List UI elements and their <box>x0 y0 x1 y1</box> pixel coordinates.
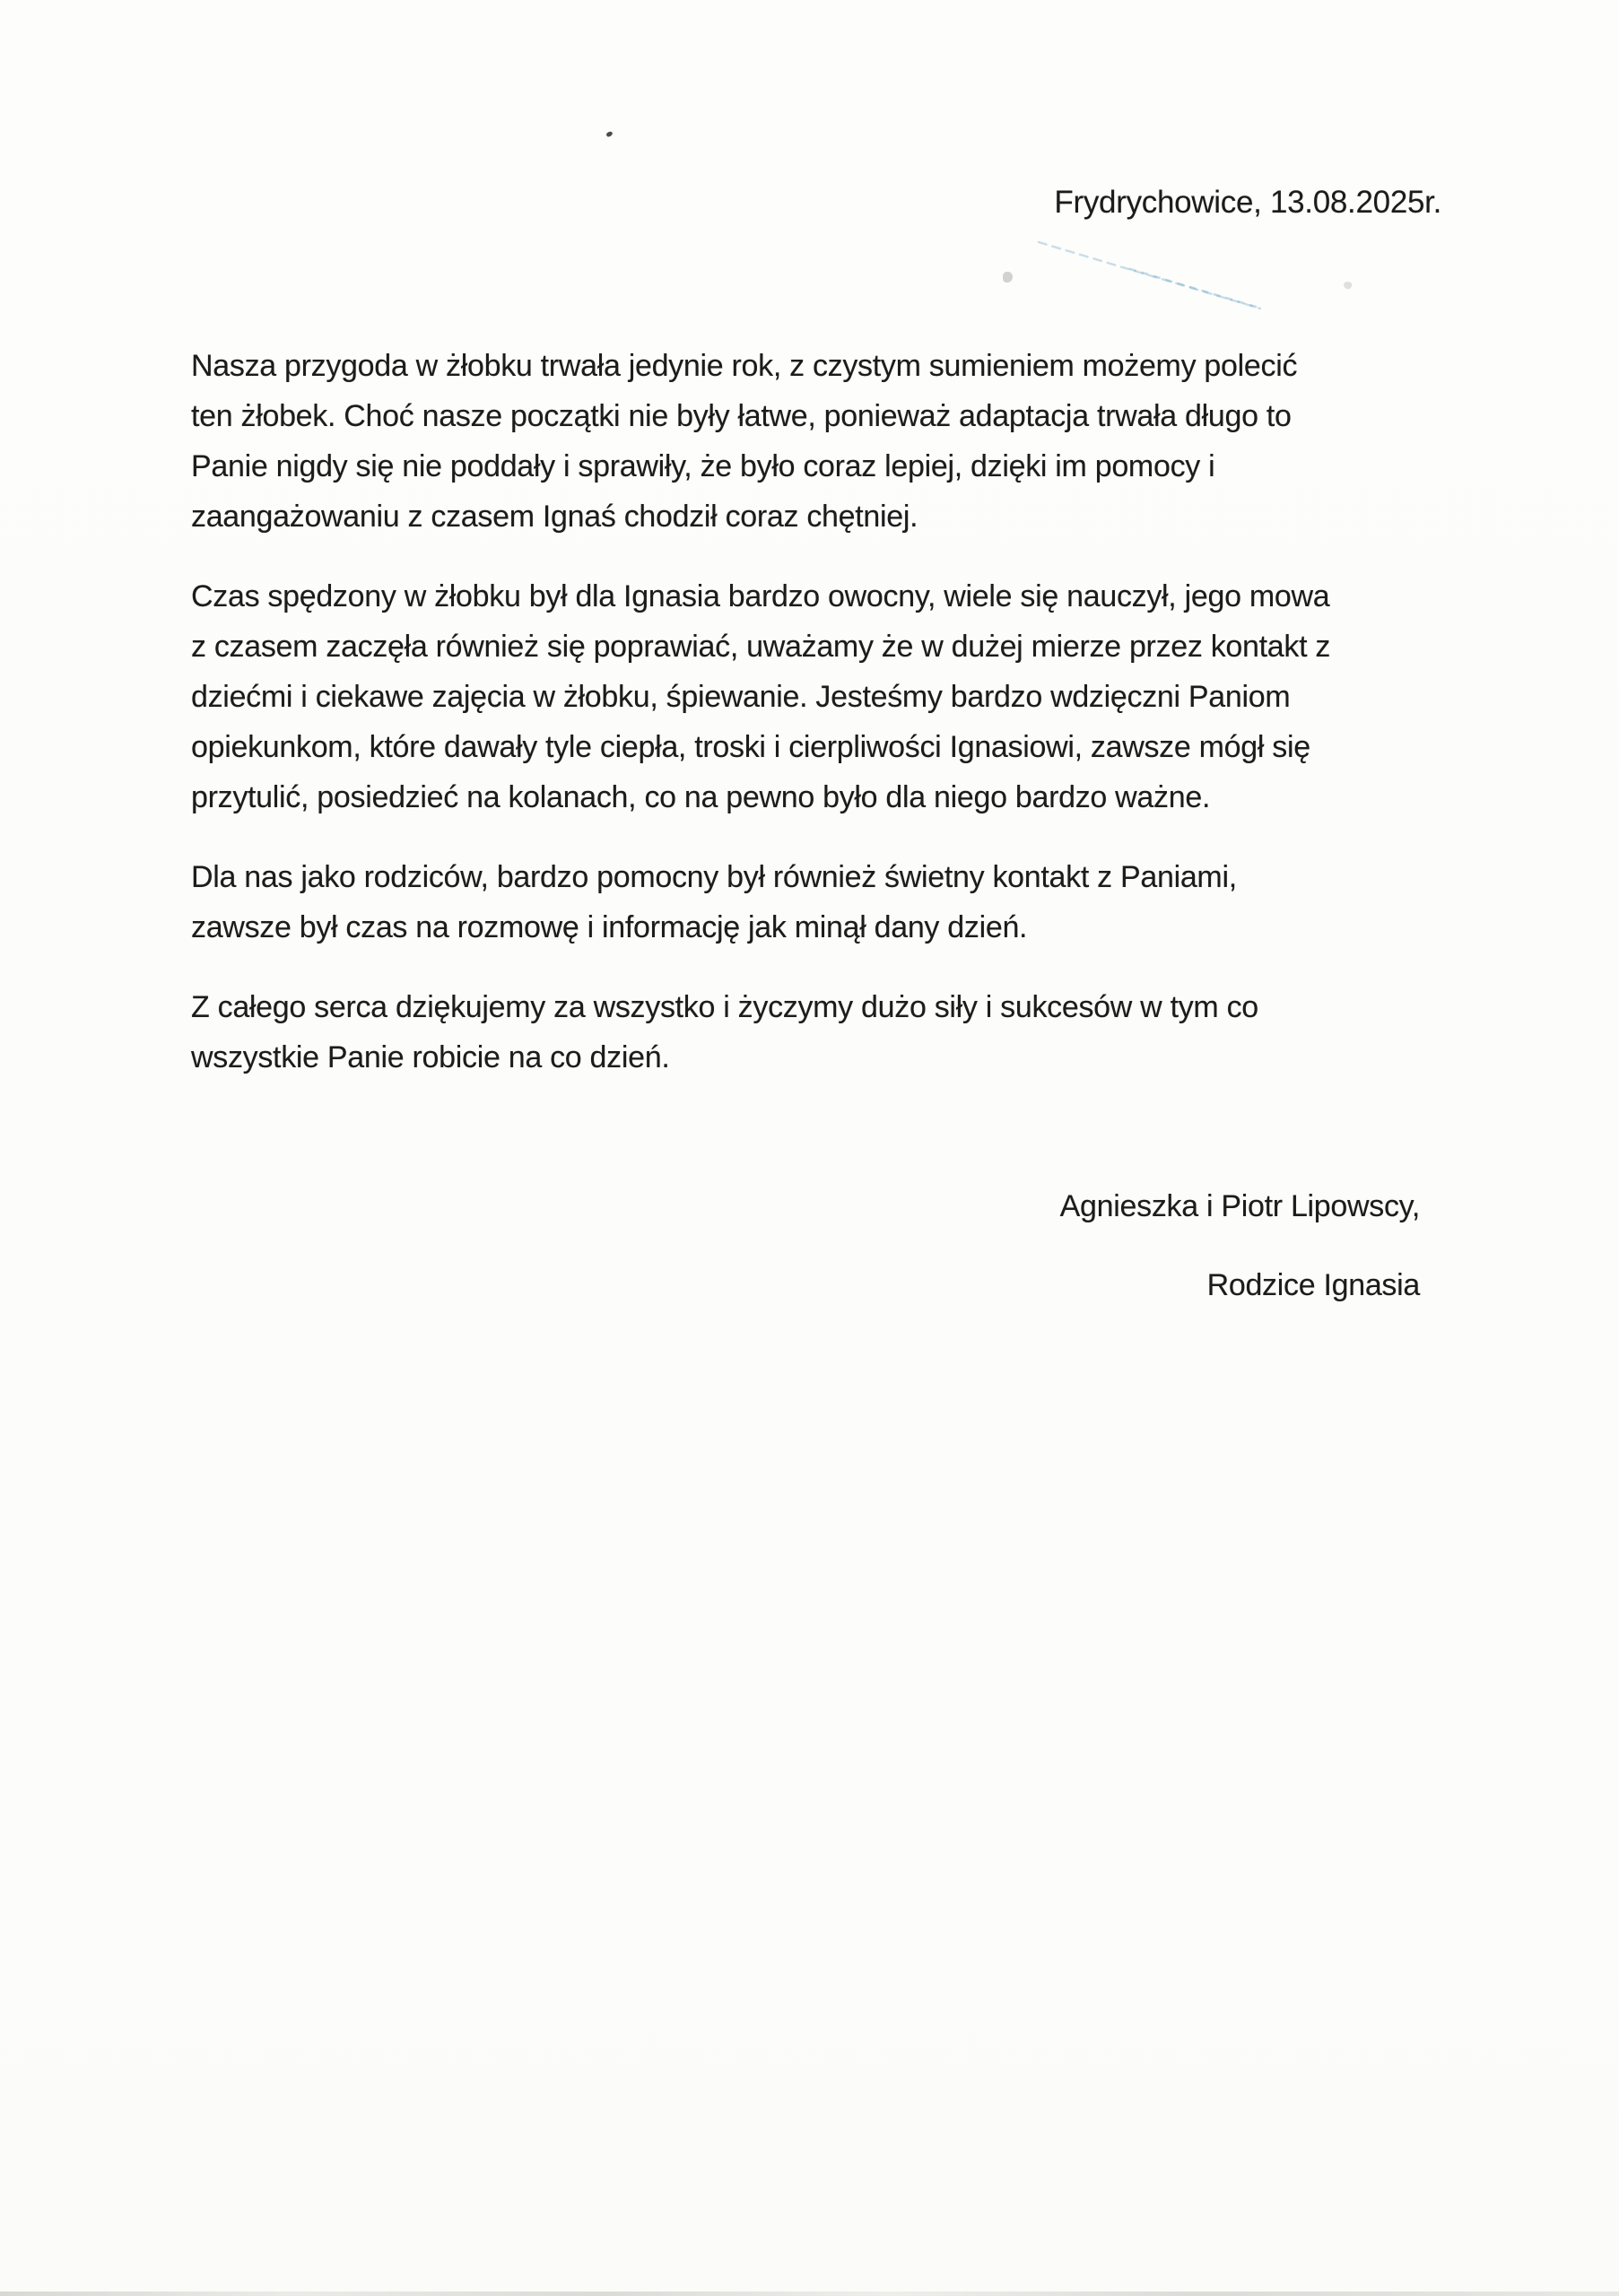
signature-names: Agnieszka i Piotr Lipowscy, <box>1059 1189 1420 1223</box>
pen-stroke-artifact <box>1023 233 1283 323</box>
paragraph-line: ten żłobek. Choć nasze początki nie były łatwe, ponieważ adaptacja trwała długo to <box>191 399 1292 433</box>
paragraph-line: zawsze był czas na rozmowę i informację jak minął dany dzień. <box>191 910 1028 944</box>
paragraph-1 <box>191 341 1330 542</box>
date-line: Frydrychowice, 13.08.2025r. <box>1054 185 1441 220</box>
paragraph-line: opiekunkom, które dawały tyle ciepła, troski i cierpliwości Ignasiowi, zawsze mógł się <box>191 730 1310 764</box>
paragraph-line: zaangażowaniu z czasem Ignaś chodził coraz chętniej. <box>191 500 918 534</box>
paragraph-line: z czasem zaczęła również się poprawiać, uważamy że w dużej mierze przez kontakt z <box>191 630 1331 664</box>
paragraph-line: Dla nas jako rodziców, bardzo pomocny był również świetny kontakt z Paniami, <box>191 860 1237 894</box>
paragraph-line: Nasza przygoda w żłobku trwała jedynie rok, z czystym sumieniem możemy polecić <box>191 349 1298 383</box>
paragraph-2 <box>191 571 1330 822</box>
signature-role: Rodzice Ignasia <box>1206 1268 1420 1302</box>
scan-speck-dark <box>605 130 614 137</box>
paragraph-line: dziećmi i ciekawe zajęcia w żłobku, śpiewanie. Jesteśmy bardzo wdzięczni Paniom <box>191 680 1291 714</box>
paragraph-line: Panie nigdy się nie poddały i sprawiły, że było coraz lepiej, dzięki im pomocy i <box>191 449 1215 483</box>
paragraph-3 <box>191 852 1330 952</box>
scan-bottom-edge <box>0 2292 1619 2296</box>
signature-block <box>1060 1181 1420 1339</box>
scan-speck-faint <box>1343 281 1353 291</box>
scan-speck-gray <box>1003 272 1013 283</box>
paragraph-4 <box>191 982 1330 1083</box>
paragraph-line: wszystkie Panie robicie na co dzień. <box>191 1040 670 1074</box>
paragraph-line: Czas spędzony w żłobku był dla Ignasia bardzo owocny, wiele się nauczył, jego mowa <box>191 579 1330 613</box>
letter-body <box>191 341 1330 1112</box>
paragraph-line: przytulić, posiedzieć na kolanach, co na pewno było dla niego bardzo ważne. <box>191 780 1211 814</box>
paragraph-line: Z całego serca dziękujemy za wszystko i życzymy dużo siły i sukcesów w tym co <box>191 990 1258 1024</box>
